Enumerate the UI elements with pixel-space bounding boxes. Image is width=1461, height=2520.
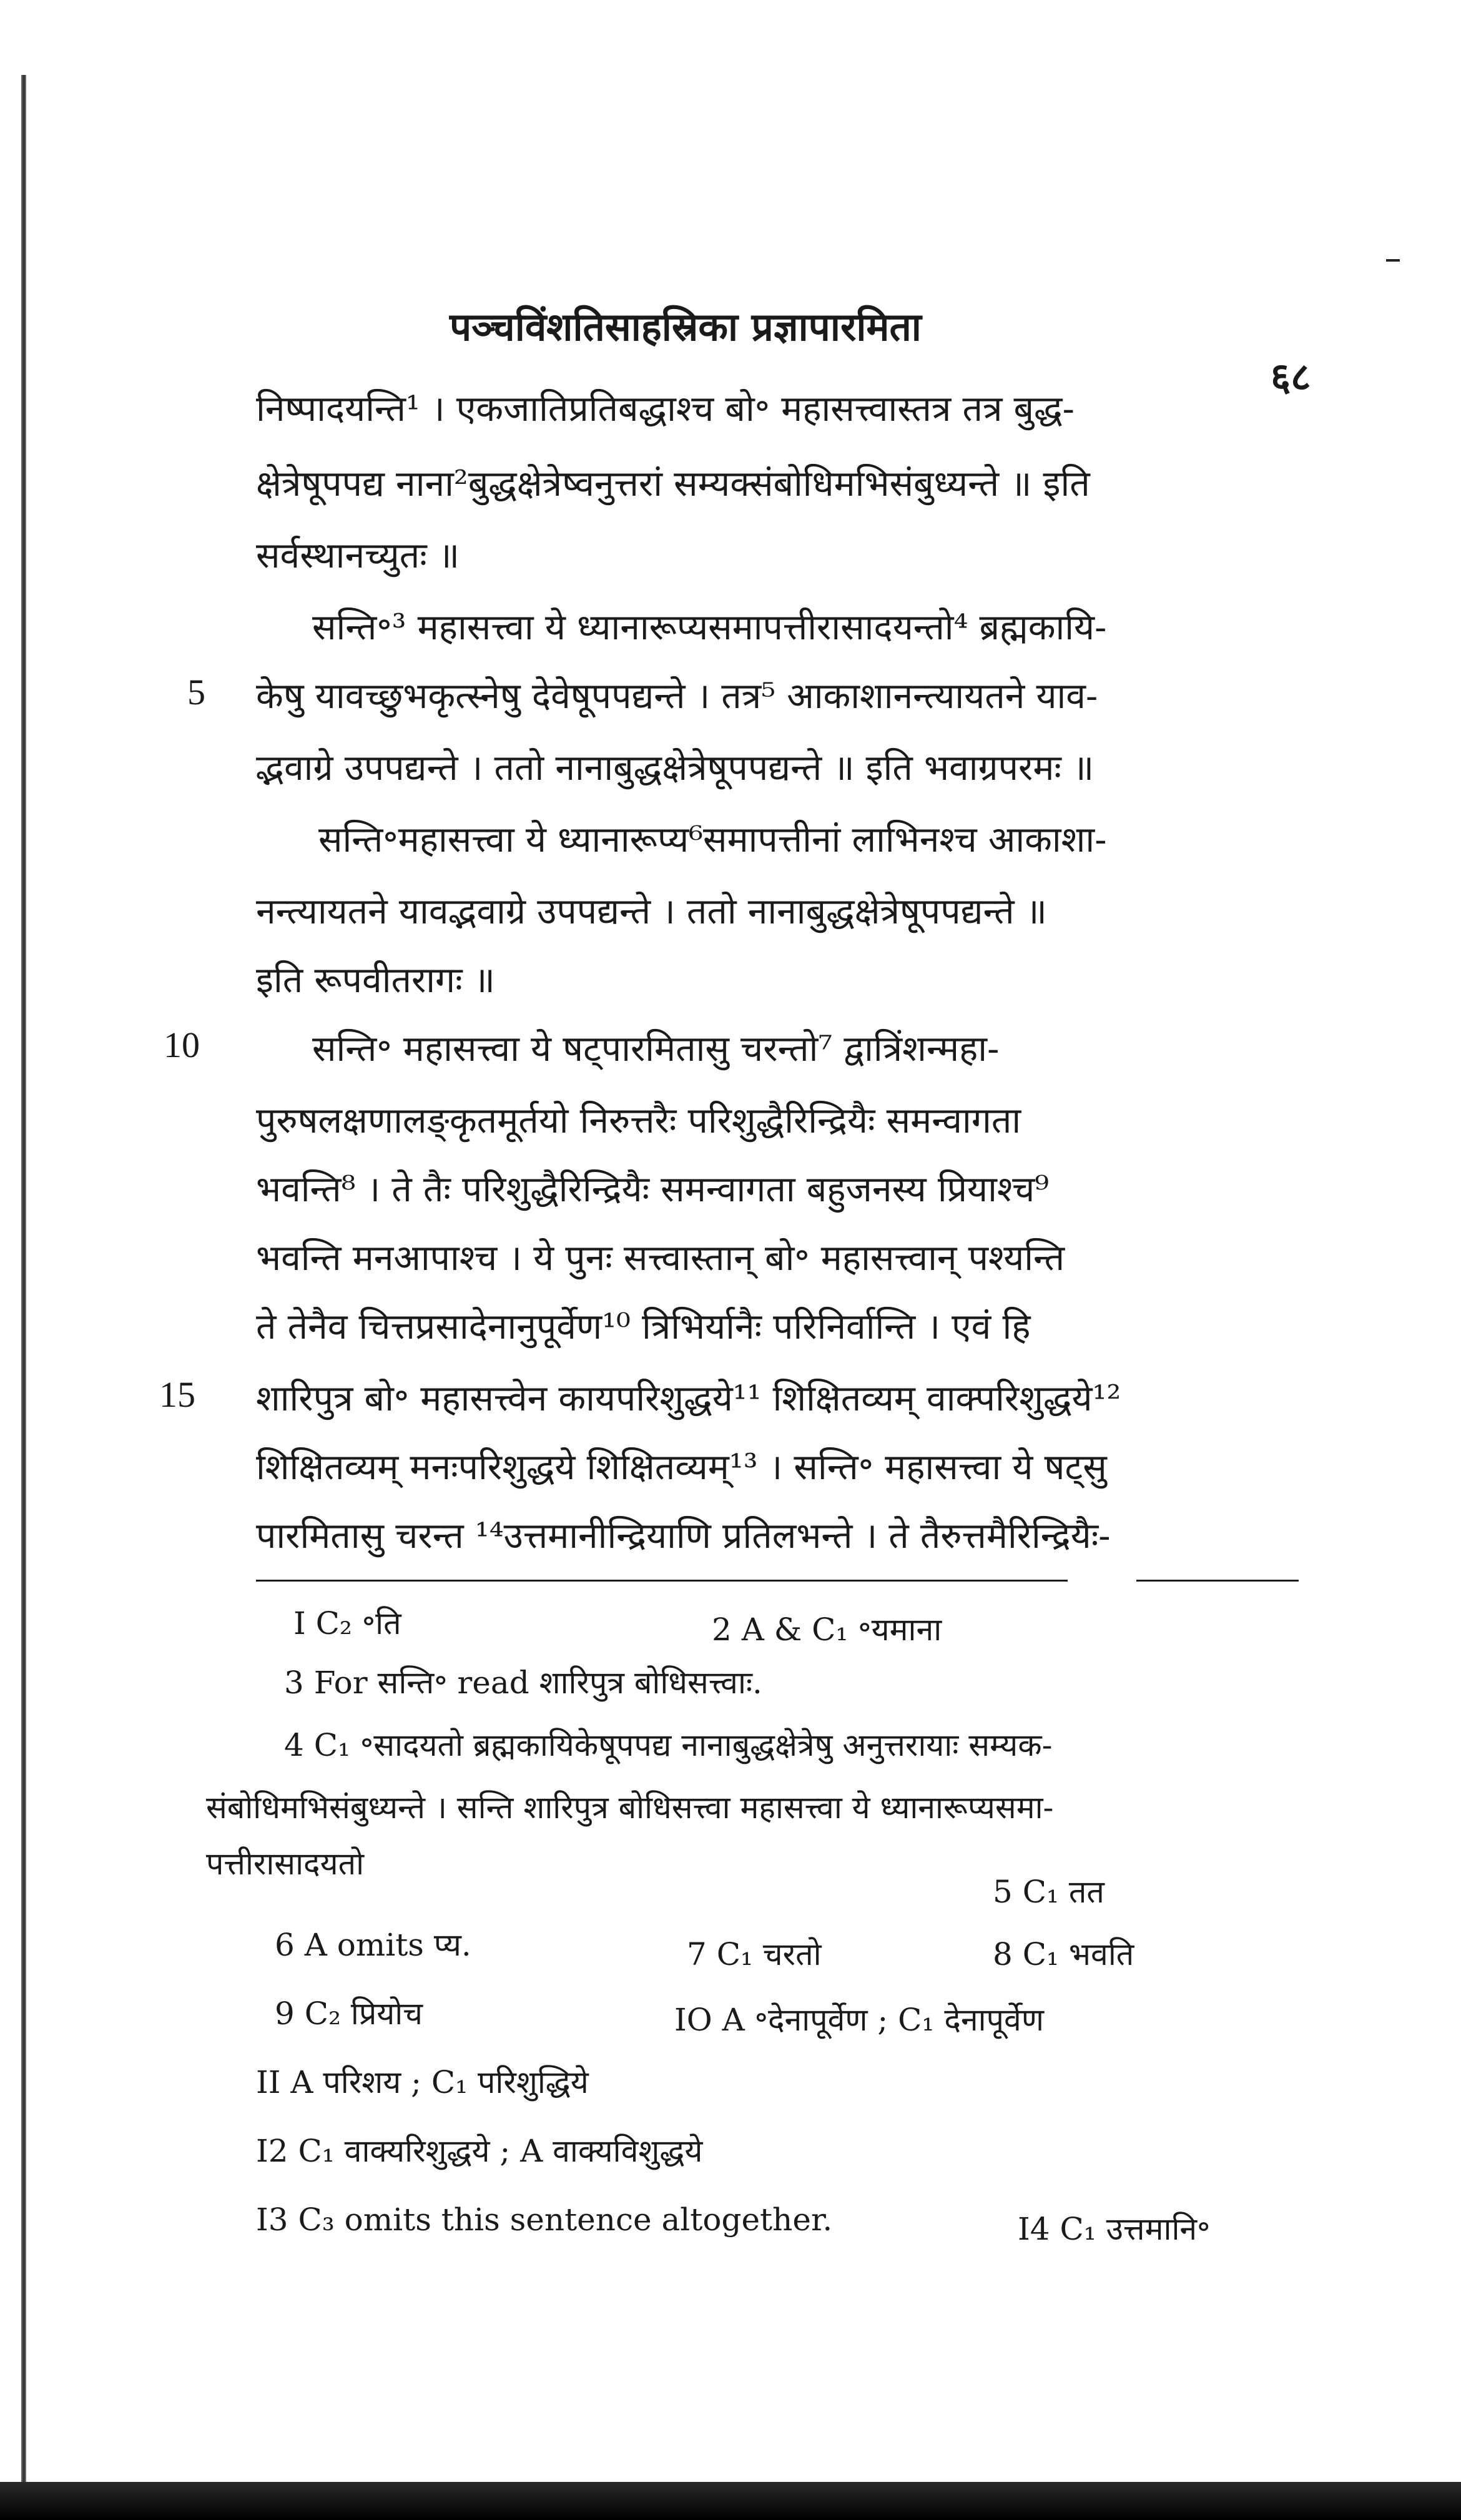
- text-line: सर्वस्थानच्युतः ॥: [256, 535, 460, 576]
- text-line: सन्ति॰³ महासत्त्वा ये ध्यानारूप्यसमापत्तीरासादयन्तो⁴ ब्रह्मकायि-: [312, 607, 1107, 648]
- footnote-rule: [256, 1580, 1068, 1582]
- text-line: इति रूपवीतरागः ॥: [256, 960, 495, 1001]
- footnote-7: 7 C₁ चरतो: [687, 1936, 822, 1972]
- footnote-1: I C₂ ॰ति: [293, 1605, 401, 1641]
- footnote-12: I2 C₁ वाक्यरिशुद्धये ; A वाक्यविशुद्धये: [256, 2133, 703, 2169]
- footnote-3: 3 For सन्ति॰ read शारिपुत्र बोधिसत्त्वाः.: [284, 1665, 762, 1701]
- text-line: निष्पादयन्ति¹ । एकजातिप्रतिबद्धाश्च बो॰ महासत्त्वास्तत्र तत्र बुद्ध-: [256, 388, 1075, 430]
- line-number-10: 10: [164, 1025, 200, 1065]
- line-number-5: 5: [187, 672, 205, 712]
- footnote-10: IO A ॰देनापूर्वेण ; C₁ देनापूर्वेण: [674, 2002, 1044, 2038]
- text-line: द्भवाग्रे उपपद्यन्ते । ततो नानाबुद्धक्षेत्रेषूपपद्यन्ते ॥ इति भवाग्रपरमः ॥: [256, 747, 1095, 789]
- text-line: पारमितासु चरन्त ¹⁴उत्तमानीन्द्रियाणि प्रतिलभन्ते । ते तैरुत्तमैरिन्द्रियैः-: [256, 1515, 1111, 1557]
- text-line: केषु यावच्छुभकृत्स्नेषु देवेषूपपद्यन्ते । तत्र⁵ आकाशानन्त्यायतने याव-: [256, 676, 1098, 717]
- text-line: पुरुषलक्षणालङ्कृतमूर्तयो निरुत्तरैः परिशुद्धैरिन्द्रियैः समन्वागता: [256, 1100, 1021, 1141]
- text-line: क्षेत्रेषूपपद्य नाना²बुद्धक्षेत्रेष्वनुत्तरां सम्यक्संबोधिमभिसंबुध्यन्ते ॥ इति: [256, 463, 1090, 504]
- footnote-2: 2 A & C₁ ॰यमाना: [712, 1612, 942, 1648]
- footnote-9: 9 C₂ प्रियोच: [275, 1996, 423, 2032]
- footnote-4-cont: पत्तीरासादयतो: [206, 1846, 365, 1882]
- page-number: ६८: [1271, 354, 1311, 400]
- text-line: ते तेनैव चित्तप्रसादेनानुपूर्वेण¹⁰ त्रिभिर्यानैः परिनिर्वान्ति । एवं हि: [256, 1306, 1031, 1347]
- footnote-8: 8 C₁ भवति: [993, 1936, 1134, 1972]
- footnote-4-cont: संबोधिमभिसंबुध्यन्ते । सन्ति शारिपुत्र बोधिसत्त्वा महासत्त्वा ये ध्यानारूप्यसमा-: [206, 1789, 1054, 1826]
- footnote-6: 6 A omits प्य.: [275, 1927, 471, 1963]
- text-line: भवन्ति⁸ । ते तैः परिशुद्धैरिन्द्रियैः समन्वागता बहुजनस्य प्रियाश्च⁹: [256, 1169, 1050, 1210]
- footnote-11: II A परिशय ; C₁ परिशुद्धिये: [256, 2064, 589, 2100]
- footnote-4: 4 C₁ ॰सादयतो ब्रह्मकायिकेषूपपद्य नानाबुद्धक्षेत्रेषु अनुत्तरायाः सम्यक-: [284, 1727, 1053, 1763]
- footnote-13: I3 C₃ omits this sentence altogether.: [256, 2202, 833, 2238]
- text-line: सन्ति॰महासत्त्वा ये ध्यानारूप्य⁶समापत्तीनां लाभिनश्च आकाशा-: [318, 819, 1107, 860]
- text-line: सन्ति॰ महासत्त्वा ये षट्पारमितासु चरन्तो⁷ द्वात्रिंशन्महा-: [312, 1028, 1000, 1070]
- text-line: नन्त्यायतने यावद्भवाग्रे उपपद्यन्ते । ततो नानाबुद्धक्षेत्रेषूपपद्यन्ते ॥: [256, 891, 1047, 932]
- footnote-5: 5 C₁ तत: [993, 1874, 1104, 1910]
- margin-mark: [1386, 259, 1400, 262]
- binding-edge: [21, 75, 26, 2510]
- footnote-rule-right: [1136, 1580, 1299, 1582]
- running-header: पञ्चविंशतिसाहस्रिका प्रज्ञापारमिता: [450, 304, 922, 350]
- footnote-14: I4 C₁ उत्तमानि॰: [1018, 2211, 1211, 2247]
- text-line: शारिपुत्र बो॰ महासत्त्वेन कायपरिशुद्धये¹¹ शिक्षितव्यम् वाक्परिशुद्धये¹²: [256, 1378, 1121, 1419]
- line-number-15: 15: [159, 1374, 195, 1415]
- text-line: भवन्ति मनआपाश्च । ये पुनः सत्त्वास्तान् बो॰ महासत्त्वान् पश्यन्ति: [256, 1238, 1065, 1279]
- text-line: शिक्षितव्यम् मनःपरिशुद्धये शिक्षितव्यम्¹³ । सन्ति॰ महासत्त्वा ये षट्सु: [256, 1447, 1107, 1488]
- page-bottom-shadow: [0, 2482, 1461, 2520]
